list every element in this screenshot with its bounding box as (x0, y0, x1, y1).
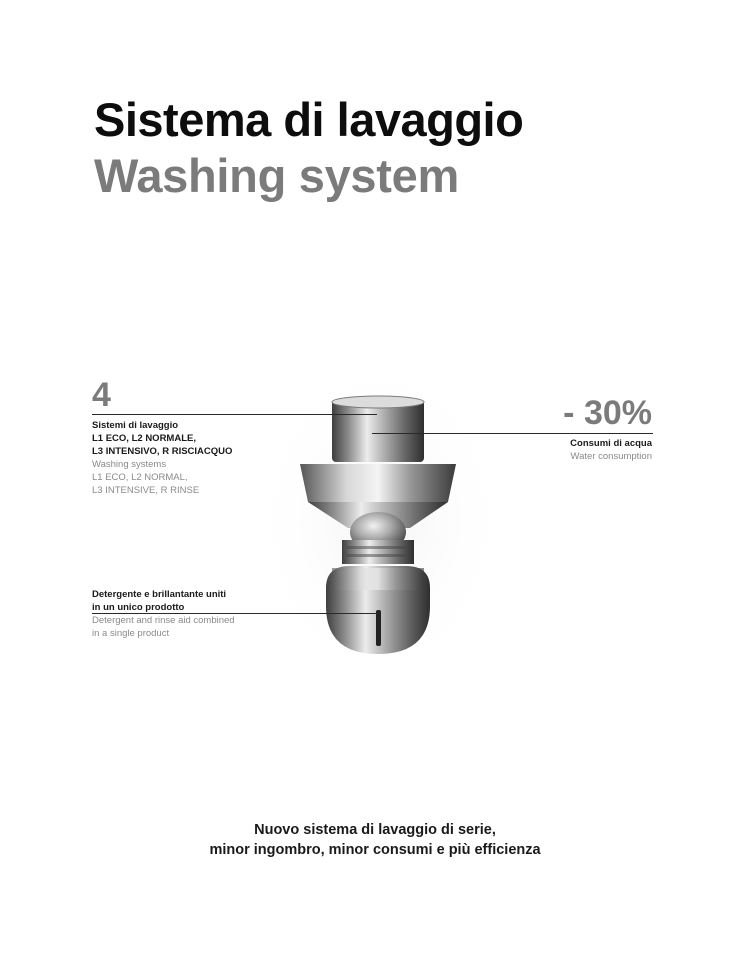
detergent-label-it-2: in un unico prodotto (92, 602, 185, 613)
water-label-it: Consumi di acqua (570, 438, 652, 449)
systems-label-en-3: L3 INTENSIVE, R RINSE (92, 485, 200, 496)
detergent-description (92, 588, 312, 640)
callout-line-detergent (92, 613, 378, 614)
detergent-label-it-1: Detergente e brillantante uniti (92, 589, 227, 600)
systems-description (92, 419, 292, 497)
water-label-en: Water consumption (570, 451, 652, 462)
systems-label-en-2: L1 ECO, L2 NORMAL, (92, 472, 188, 483)
page-title-italian: Sistema di lavaggio (94, 93, 524, 146)
water-description (452, 437, 652, 463)
systems-count: 4 (92, 376, 111, 414)
footer-line-1: Nuovo sistema di lavaggio di serie, (254, 822, 496, 838)
systems-label-en-1: Washing systems (92, 459, 167, 470)
callout-line-systems (92, 414, 377, 415)
callout-line-water (372, 433, 653, 434)
detergent-label-en-2: in a single product (92, 628, 170, 639)
footer-line-2: minor ingombro, minor consumi e più efficienza (209, 842, 541, 858)
page-title-english: Washing system (94, 149, 459, 202)
systems-label-it-3: L3 INTENSIVO, R RISCIACQUO (92, 446, 233, 457)
detergent-label-en-1: Detergent and rinse aid combined (92, 615, 235, 626)
systems-label-it-1: Sistemi di lavaggio (92, 420, 179, 431)
water-saving-percent: - 30% (563, 394, 652, 432)
systems-label-it-2: L1 ECO, L2 NORMALE, (92, 433, 196, 444)
